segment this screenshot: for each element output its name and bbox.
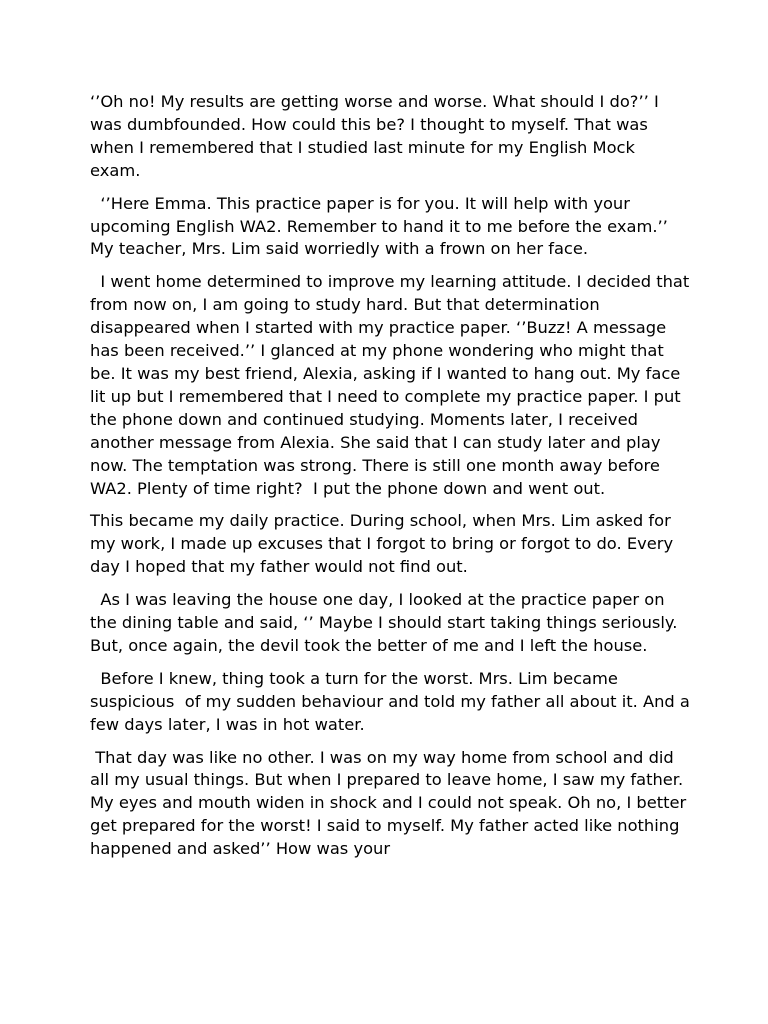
paragraph-7: That day was like no other. I was on my way home from school and did all my usual things. But when I prepared to leave home, I saw my father. My eyes and mouth widen in shock and I could not speak. Oh no, I better get prepared for the worst! I said to myself. My father acted like nothing happened and asked’’ How was your: [90, 747, 692, 859]
story-text: [90, 91, 696, 871]
paragraph-1: ‘’Oh no! My results are getting worse and worse. What should I do?’’ I was dumbfounded. How could this be? I thought to myself. That was when I remembered that I studied last minute for my English Mock exam.: [90, 92, 664, 180]
paragraph-4: This became my daily practice. During school, when Mrs. Lim asked for my work, I made up excuses that I forgot to bring or forgot to do. Every day I hoped that my father would not find out.: [90, 511, 679, 577]
paragraph-2: ‘’Here Emma. This practice paper is for you. It will help with your upcoming English WA2. Remember to hand it to me before the exam.’’ My teacher, Mrs. Lim said worriedly with a frown on her face.: [90, 193, 674, 259]
paragraph-3: I went home determined to improve my learning attitude. I decided that from now on, I am going to study hard. But that determination disappeared when I started with my practice paper. ‘’Buzz! A message has been received.’’ I glanced at my phone wondering who might that be. It was my best friend, Alexia, asking if I wanted to hang out. My face lit up but I remembered that I need to complete my practice paper. I put the phone down and continued studying. Moments later, I received another message from Alexia. She said that I can study later and play now. The temptation was strong. There is still one month away before WA2. Plenty of time right? I put the phone down and went out.: [90, 272, 695, 498]
paragraph-6: Before I knew, thing took a turn for the worst. Mrs. Lim became suspicious of my sudden behaviour and told my father all about it. And a few days later, I was in hot water.: [90, 668, 696, 734]
paragraph-5: As I was leaving the house one day, I looked at the practice paper on the dining table and said, ‘’ Maybe I should start taking things seriously. But, once again, the devil took the better of me and I left the house.: [90, 590, 683, 655]
